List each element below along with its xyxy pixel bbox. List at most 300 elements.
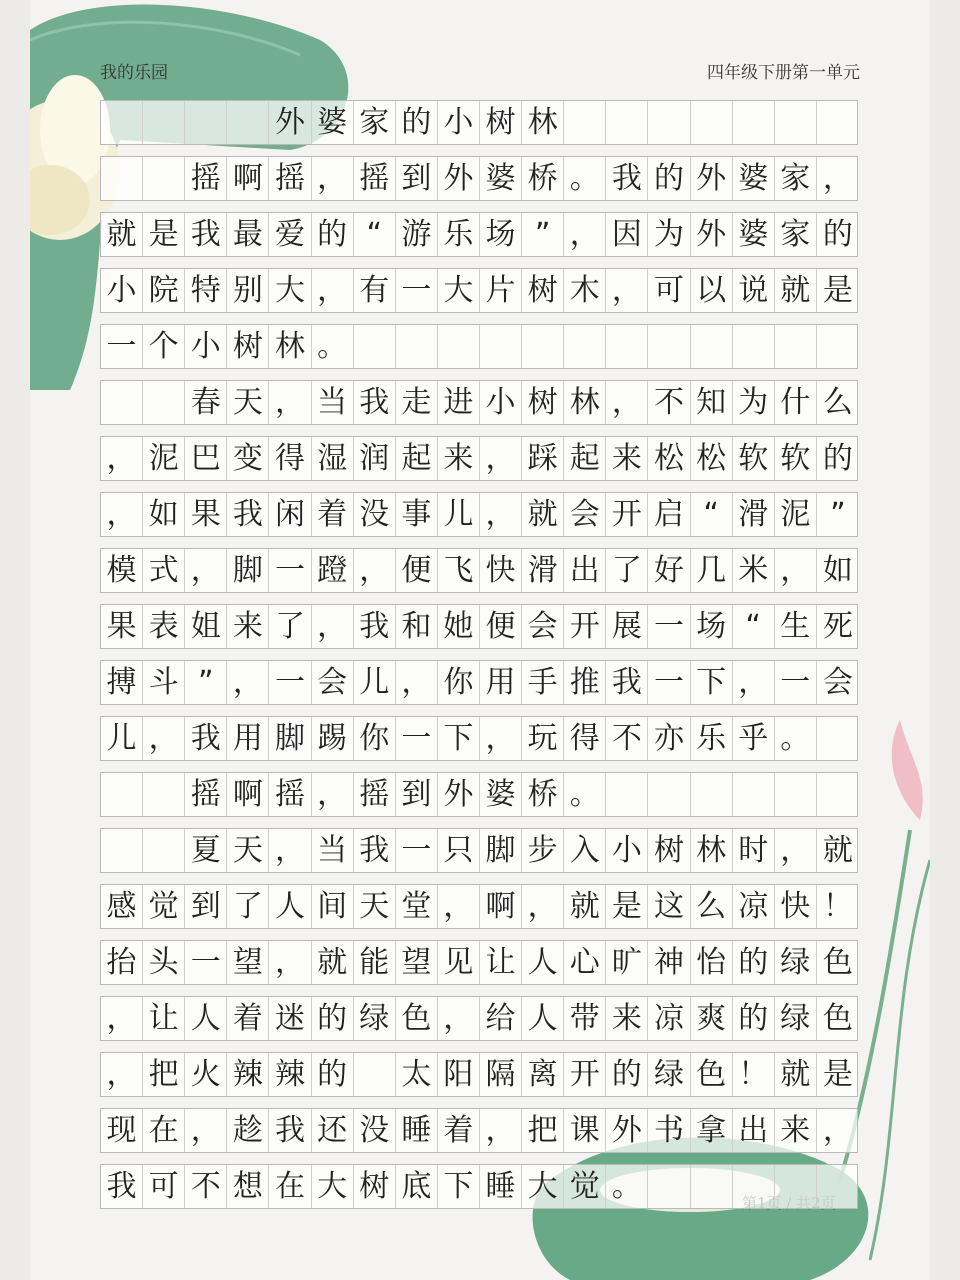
grid-cell: 几 [691,549,733,592]
grid-cell [438,325,480,368]
grid-cell: 松 [648,437,690,480]
grid-cell: 下 [691,661,733,704]
grid-row [100,548,858,593]
grid-cell: ， [312,773,354,816]
grid-cell: 就 [564,885,606,928]
grid-cell: 为 [648,213,690,256]
grid-cell: 林 [564,381,606,424]
grid-cell: 事 [396,493,438,536]
grid-cell [354,1053,396,1096]
grid-cell: 绿 [648,1053,690,1096]
grid-cell: ， [101,997,143,1040]
grid-cell [817,717,859,760]
grid-cell: 场 [691,605,733,648]
grid-cell [775,773,817,816]
grid-row [100,380,858,425]
grid-cell: 是 [143,213,185,256]
grid-cell [564,101,606,144]
grid-row [100,492,858,537]
grid-cell: 踩 [522,437,564,480]
grid-cell: 摇 [269,773,311,816]
grid-cell: 我 [101,1165,143,1208]
composition-grid [100,100,858,1220]
grid-cell: ” [830,496,846,532]
grid-cell: 家 [354,101,396,144]
grid-cell [691,1165,733,1208]
grid-cell: 用 [480,661,522,704]
grid-cell: 色 [822,1000,853,1036]
grid-cell: 什 [775,381,817,424]
grid-cell: 想 [227,1165,269,1208]
grid-cell: 一 [648,661,690,704]
grid-cell: 如 [822,552,853,588]
grid-cell [733,773,775,816]
grid-cell: 人 [269,885,311,928]
grid-cell: 展 [606,605,648,648]
grid-cell: 堂 [396,885,438,928]
grid-cell: ， [269,381,311,424]
grid-cell: 不 [185,1165,227,1208]
grid-cell: 会 [564,493,606,536]
grid-cell [775,1165,817,1208]
grid-cell: 起 [396,437,438,480]
grid-cell: ！ [822,888,853,924]
grid-cell: ” [522,213,564,256]
grid-cell: 的 [606,1053,648,1096]
grid-cell: 人 [522,997,564,1040]
grid-cell: ， [101,1053,143,1096]
grid-cell [733,325,775,368]
grid-cell: ， [101,437,143,480]
grid-cell [227,101,269,144]
grid-cell: 外 [691,157,733,200]
grid-row [100,716,858,761]
grid-cell: 下 [438,1165,480,1208]
grid-cell: ， [101,493,143,536]
grid-cell: 乐 [691,717,733,760]
grid-cell: 旷 [606,941,648,984]
grid-cell: ， [480,717,522,760]
grid-cell: 着 [312,493,354,536]
grid-cell: 人 [522,941,564,984]
grid-cell: 摇 [354,773,396,816]
grid-cell: 家 [775,157,817,200]
grid-cell: 能 [354,941,396,984]
grid-cell: 了 [606,549,648,592]
grid-cell: 觉 [564,1165,606,1208]
grid-cell: 会 [312,661,354,704]
grid-cell: 一 [775,661,817,704]
grid-cell: 一 [396,829,438,872]
grid-cell: ， [822,1112,853,1148]
grid-cell: 是 [822,1056,853,1092]
grid-cell [817,101,859,144]
grid-cell: 的 [733,941,775,984]
grid-cell: 到 [396,773,438,816]
grid-cell: ， [269,941,311,984]
grid-cell: 不 [606,717,648,760]
grid-cell: 色 [396,997,438,1040]
grid-cell: 来 [438,437,480,480]
grid-cell: 儿 [438,493,480,536]
grid-cell: 到 [185,885,227,928]
grid-cell: 婆 [480,157,522,200]
grid-cell: 么 [822,384,853,420]
grid-cell: 只 [438,829,480,872]
grid-cell: 果 [101,605,143,648]
grid-cell: 离 [522,1053,564,1096]
grid-cell: 凉 [648,997,690,1040]
grid-cell: 望 [396,941,438,984]
grid-cell: 乐 [438,213,480,256]
grid-cell: 斗 [143,661,185,704]
grid-cell: 隔 [480,1053,522,1096]
grid-cell: 儿 [101,717,143,760]
grid-cell: 一 [269,661,311,704]
grid-cell: 外 [269,101,311,144]
grid-cell: 玩 [522,717,564,760]
grid-cell: 天 [354,885,396,928]
grid-cell [480,325,522,368]
grid-cell: “ [354,213,396,256]
grid-cell: 桥 [522,157,564,200]
grid-cell [354,325,396,368]
grid-cell: 怡 [691,941,733,984]
grid-cell: 火 [185,1053,227,1096]
grid-cell [606,101,648,144]
grid-cell [817,1165,859,1208]
grid-cell: 可 [143,1165,185,1208]
grid-cell: 大 [438,269,480,312]
grid-cell: 大 [522,1165,564,1208]
grid-cell: 知 [691,381,733,424]
grid-cell: 间 [312,885,354,928]
grid-cell: 桥 [522,773,564,816]
grid-cell: 树 [354,1165,396,1208]
grid-cell: 人 [185,997,227,1040]
grid-cell: 绿 [775,941,817,984]
grid-cell [522,325,564,368]
grid-cell: 来 [606,437,648,480]
grid-cell: ， [438,885,480,928]
grid-cell: 脚 [480,829,522,872]
grid-cell: 见 [438,941,480,984]
grid-cell: 脚 [269,717,311,760]
grid-cell: 启 [648,493,690,536]
grid-cell: 飞 [438,549,480,592]
grid-cell: 当 [312,829,354,872]
grid-cell: 我 [354,829,396,872]
grid-cell: 进 [438,381,480,424]
grid-cell: 的 [312,1053,354,1096]
grid-cell: 感 [101,885,143,928]
grid-cell: 搏 [101,661,143,704]
grid-cell: 爱 [269,213,311,256]
grid-cell: 果 [185,493,227,536]
grid-cell: 我 [185,717,227,760]
grid-cell [101,157,143,200]
grid-cell: 没 [354,493,396,536]
grid-cell: 亦 [648,717,690,760]
grid-cell: 一 [396,269,438,312]
grid-cell: 带 [564,997,606,1040]
grid-cell [648,1165,690,1208]
grid-cell: 一 [396,717,438,760]
grid-cell: 树 [227,325,269,368]
grid-cell: 小 [438,101,480,144]
grid-cell [185,101,227,144]
grid-cell: 现 [101,1109,143,1152]
grid-cell: 把 [143,1053,185,1096]
grid-cell: 的 [312,213,354,256]
grid-cell: 表 [143,605,185,648]
grid-cell: 大 [269,269,311,312]
grid-cell: ， [185,1109,227,1152]
grid-cell: 巴 [185,437,227,480]
grid-cell: 。 [564,773,606,816]
grid-cell: 的 [822,440,853,476]
grid-cell: 开 [606,493,648,536]
grid-cell: 小 [185,325,227,368]
grid-cell [143,773,185,816]
grid-cell: 小 [606,829,648,872]
grid-cell: 树 [480,101,522,144]
grid-cell: 睡 [396,1109,438,1152]
grid-cell: 这 [648,885,690,928]
grid-cell: ， [480,1109,522,1152]
grid-cell: 开 [564,1053,606,1096]
grid-cell: 把 [522,1109,564,1152]
grid-cell: 松 [691,437,733,480]
grid-cell: 树 [522,269,564,312]
grid-cell: 天 [227,829,269,872]
grid-cell: 。 [606,1165,648,1208]
grid-cell: 着 [227,997,269,1040]
grid-cell: 出 [564,549,606,592]
grid-cell: 小 [101,269,143,312]
grid-cell: 辣 [227,1053,269,1096]
grid-cell: 拿 [691,1109,733,1152]
grid-cell: ， [185,549,227,592]
grid-cell: “ [733,605,775,648]
grid-cell: ， [269,829,311,872]
grid-cell: 摇 [185,773,227,816]
grid-cell: 的 [396,101,438,144]
grid-cell: 手 [522,661,564,704]
grid-cell: 爽 [691,997,733,1040]
grid-cell: 推 [564,661,606,704]
grid-cell: 我 [606,157,648,200]
grid-cell: 变 [227,437,269,480]
grid-cell: 我 [354,605,396,648]
grid-cell: 大 [312,1165,354,1208]
grid-row [100,996,858,1041]
grid-row [100,324,858,369]
grid-cell: 死 [822,608,853,644]
grid-cell: 因 [606,213,648,256]
grid-cell: 你 [438,661,480,704]
grid-cell [606,325,648,368]
grid-cell: 绿 [775,997,817,1040]
grid-cell: 就 [775,1053,817,1096]
grid-cell [775,325,817,368]
grid-cell: ， [312,269,354,312]
grid-cell: 便 [396,549,438,592]
grid-cell: 快 [775,885,817,928]
grid-cell: ， [480,437,522,480]
grid-cell [733,1165,775,1208]
grid-cell: 么 [691,885,733,928]
grid-cell: 摇 [185,157,227,200]
grid-cell: 来 [227,605,269,648]
header-book-title: 我的乐园 [100,63,168,83]
grid-cell: 是 [822,272,853,308]
grid-cell [101,101,143,144]
grid-cell: 会 [822,664,853,700]
grid-cell: 踢 [312,717,354,760]
grid-cell [648,773,690,816]
grid-cell [101,773,143,816]
grid-cell [691,773,733,816]
grid-cell: 外 [438,773,480,816]
grid-cell: 在 [143,1109,185,1152]
grid-cell: 书 [648,1109,690,1152]
grid-cell: 。 [564,157,606,200]
grid-cell: 会 [522,605,564,648]
grid-cell: 模 [101,549,143,592]
grid-cell: 我 [354,381,396,424]
grid-cell [817,325,859,368]
grid-cell: 可 [648,269,690,312]
grid-cell: 式 [143,549,185,592]
grid-cell: 乎 [733,717,775,760]
grid-cell: 场 [480,213,522,256]
grid-cell: 来 [606,997,648,1040]
grid-cell: 啊 [227,157,269,200]
grid-cell: 泥 [775,493,817,536]
grid-cell: ， [822,160,853,196]
grid-cell: 抬 [101,941,143,984]
header-unit-label: 四年级下册第一单元 [707,63,860,83]
grid-cell: 走 [396,381,438,424]
grid-cell: 着 [438,1109,480,1152]
grid-cell [564,325,606,368]
grid-cell: 米 [733,549,775,592]
grid-cell: ， [227,661,269,704]
grid-cell: 闲 [269,493,311,536]
grid-cell: 迷 [269,997,311,1040]
grid-row [100,100,858,145]
grid-cell: 婆 [312,101,354,144]
grid-cell: 了 [227,885,269,928]
grid-cell: ， [312,605,354,648]
grid-cell: 婆 [480,773,522,816]
grid-row [100,604,858,649]
grid-cell: 以 [691,269,733,312]
grid-cell: 个 [143,325,185,368]
grid-cell: 木 [564,269,606,312]
grid-cell: 色 [691,1053,733,1096]
grid-cell: ， [438,997,480,1040]
grid-cell: 来 [775,1109,817,1152]
grid-cell: 滑 [733,493,775,536]
grid-cell: ， [143,717,185,760]
grid-cell: 我 [227,493,269,536]
grid-cell: ， [522,885,564,928]
grid-cell [101,829,143,872]
grid-cell: 林 [269,325,311,368]
grid-cell: 不 [648,381,690,424]
grid-cell: 让 [143,997,185,1040]
grid-cell: 便 [480,605,522,648]
grid-cell: ， [775,829,817,872]
grid-cell [143,101,185,144]
grid-cell: 下 [438,717,480,760]
grid-cell: 滑 [522,549,564,592]
grid-cell: 摇 [354,157,396,200]
grid-cell: ， [564,213,606,256]
grid-cell: 没 [354,1109,396,1152]
grid-cell: 天 [227,381,269,424]
grid-cell: 头 [143,941,185,984]
grid-cell [143,829,185,872]
grid-cell: 就 [522,493,564,536]
grid-cell: 院 [143,269,185,312]
grid-cell: 说 [733,269,775,312]
grid-cell: 别 [227,269,269,312]
grid-cell: ， [354,549,396,592]
grid-cell: 润 [354,437,396,480]
grid-cell: 心 [564,941,606,984]
grid-cell: 好 [648,549,690,592]
grid-cell: 摇 [269,157,311,200]
grid-row [100,884,858,929]
grid-cell: 小 [480,381,522,424]
grid-cell [733,101,775,144]
grid-cell: 开 [564,605,606,648]
grid-cell: 一 [101,325,143,368]
grid-cell: 的 [312,997,354,1040]
grid-cell: 趁 [227,1109,269,1152]
grid-cell: 泥 [143,437,185,480]
grid-cell: 和 [396,605,438,648]
grid-cell: 起 [564,437,606,480]
grid-cell: 给 [480,997,522,1040]
grid-cell: 的 [733,997,775,1040]
grid-cell: 林 [522,101,564,144]
grid-cell: 太 [396,1053,438,1096]
grid-cell: 阳 [438,1053,480,1096]
grid-cell: 。 [312,325,354,368]
grid-row [100,660,858,705]
grid-cell: 出 [733,1109,775,1152]
grid-cell: 春 [185,381,227,424]
grid-cell: 婆 [733,213,775,256]
grid-row [100,1164,858,1209]
grid-cell: 片 [480,269,522,312]
grid-cell: 外 [691,213,733,256]
grid-cell: 在 [269,1165,311,1208]
grid-cell [648,101,690,144]
grid-cell: 还 [312,1109,354,1152]
grid-cell: 望 [227,941,269,984]
grid-cell: 为 [733,381,775,424]
grid-cell: 就 [822,832,853,868]
grid-cell: 入 [564,829,606,872]
grid-cell: 了 [269,605,311,648]
grid-cell: 游 [396,213,438,256]
grid-cell: 林 [691,829,733,872]
